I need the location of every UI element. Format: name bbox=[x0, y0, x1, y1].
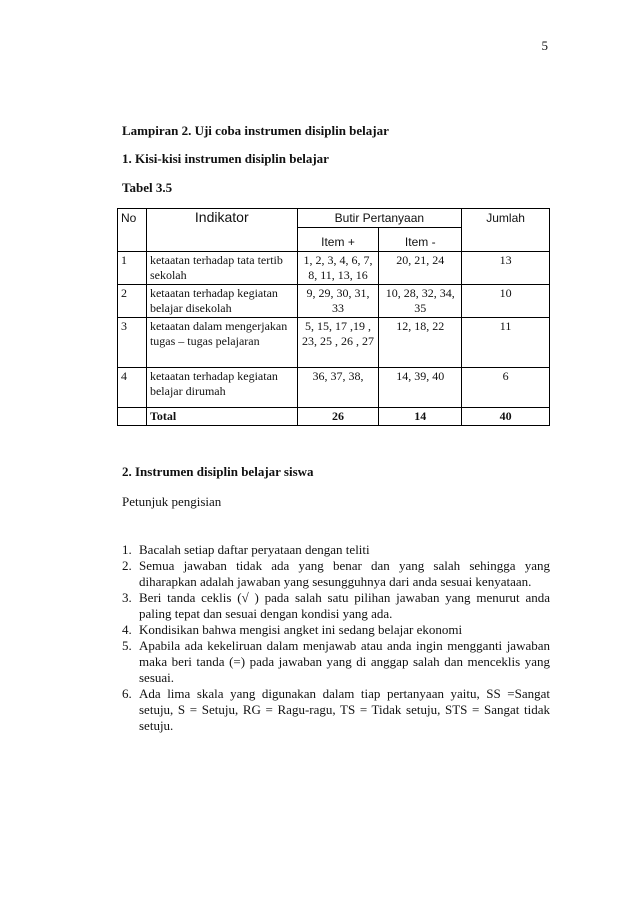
total-item-pos: 26 bbox=[297, 408, 379, 426]
cell-indikator: ketaatan dalam mengerjakan tugas – tugas pelajaran bbox=[146, 318, 297, 368]
list-item bbox=[122, 622, 550, 638]
cell-no-empty bbox=[118, 408, 147, 426]
instruction-list bbox=[122, 542, 550, 734]
instructions-title: Petunjuk pengisian bbox=[122, 494, 222, 509]
item-number: 2. bbox=[122, 558, 132, 573]
item-number: 3. bbox=[122, 590, 132, 605]
header-item-pos: Item + bbox=[297, 228, 379, 252]
list-item bbox=[122, 590, 550, 622]
cell-jumlah: 11 bbox=[462, 318, 550, 368]
header-butir: Butir Pertanyaan bbox=[297, 209, 462, 228]
cell-jumlah: 10 bbox=[462, 285, 550, 318]
item-text: Bacalah setiap daftar peryataan dengan teliti bbox=[139, 542, 370, 557]
item-text: Semua jawaban tidak ada yang benar dan yang salah sehingga yang diharapkan adalah jawaban yang sesungguhnya dari anda sesuai kenyataan. bbox=[139, 558, 550, 589]
cell-indikator: ketaatan terhadap kegiatan belajar dirumah bbox=[146, 368, 297, 408]
cell-item-neg: 14, 39, 40 bbox=[379, 368, 462, 408]
header-indikator: Indikator bbox=[146, 209, 297, 252]
cell-item-pos: 36, 37, 38, bbox=[297, 368, 379, 408]
list-item bbox=[122, 686, 550, 734]
appendix-title: Lampiran 2. Uji coba instrumen disiplin belajar bbox=[122, 123, 389, 138]
item-number: 5. bbox=[122, 638, 132, 653]
item-text: Beri tanda ceklis (√ ) pada salah satu pilihan jawaban yang menurut anda paling tepat dan sesuai dengan kondisi yang ada. bbox=[139, 590, 550, 621]
kisi-kisi-table bbox=[117, 208, 550, 426]
total-label: Total bbox=[146, 408, 297, 426]
item-number: 4. bbox=[122, 622, 132, 637]
cell-item-neg: 12, 18, 22 bbox=[379, 318, 462, 368]
table-row bbox=[118, 368, 550, 408]
item-number: 1. bbox=[122, 542, 132, 557]
cell-indikator: ketaatan terhadap kegiatan belajar disekolah bbox=[146, 285, 297, 318]
cell-item-neg: 20, 21, 24 bbox=[379, 252, 462, 285]
item-text: Apabila ada kekeliruan dalam menjawab atau anda ingin mengganti jawaban maka beri tanda (=) pada jawaban yang di anggap salah dan menceklis yang sesuai. bbox=[139, 638, 550, 685]
header-item-neg: Item - bbox=[379, 228, 462, 252]
table-header-row bbox=[118, 209, 550, 228]
total-item-neg: 14 bbox=[379, 408, 462, 426]
list-item bbox=[122, 638, 550, 686]
total-jumlah: 40 bbox=[462, 408, 550, 426]
table-total-row bbox=[118, 408, 550, 426]
item-text: Ada lima skala yang digunakan dalam tiap pertanyaan yaitu, SS =Sangat setuju, S = Setuju, RG = Ragu-ragu, TS = Tidak setuju, STS = Sangat tidak setuju. bbox=[139, 686, 550, 733]
cell-no: 1 bbox=[118, 252, 147, 285]
section2-title: 2. Instrumen disiplin belajar siswa bbox=[122, 464, 314, 479]
cell-no: 2 bbox=[118, 285, 147, 318]
cell-jumlah: 13 bbox=[462, 252, 550, 285]
cell-indikator: ketaatan terhadap tata tertib sekolah bbox=[146, 252, 297, 285]
cell-item-pos: 1, 2, 3, 4, 6, 7, 8, 11, 13, 16 bbox=[297, 252, 379, 285]
table-caption: Tabel 3.5 bbox=[122, 180, 173, 195]
section1-title: 1. Kisi-kisi instrumen disiplin belajar bbox=[122, 151, 329, 166]
header-no: No bbox=[118, 209, 147, 252]
cell-no: 3 bbox=[118, 318, 147, 368]
cell-no: 4 bbox=[118, 368, 147, 408]
item-text: Kondisikan bahwa mengisi angket ini sedang belajar ekonomi bbox=[139, 622, 463, 637]
table-row bbox=[118, 285, 550, 318]
cell-item-neg: 10, 28, 32, 34, 35 bbox=[379, 285, 462, 318]
cell-item-pos: 9, 29, 30, 31, 33 bbox=[297, 285, 379, 318]
page-number: 5 bbox=[541, 38, 548, 53]
list-item bbox=[122, 558, 550, 590]
item-number: 6. bbox=[122, 686, 132, 701]
list-item bbox=[122, 542, 550, 558]
table-row bbox=[118, 318, 550, 368]
table-row bbox=[118, 252, 550, 285]
header-jumlah: Jumlah bbox=[462, 209, 550, 252]
cell-jumlah: 6 bbox=[462, 368, 550, 408]
cell-item-pos: 5, 15, 17 ,19 , 23, 25 , 26 , 27 bbox=[297, 318, 379, 368]
